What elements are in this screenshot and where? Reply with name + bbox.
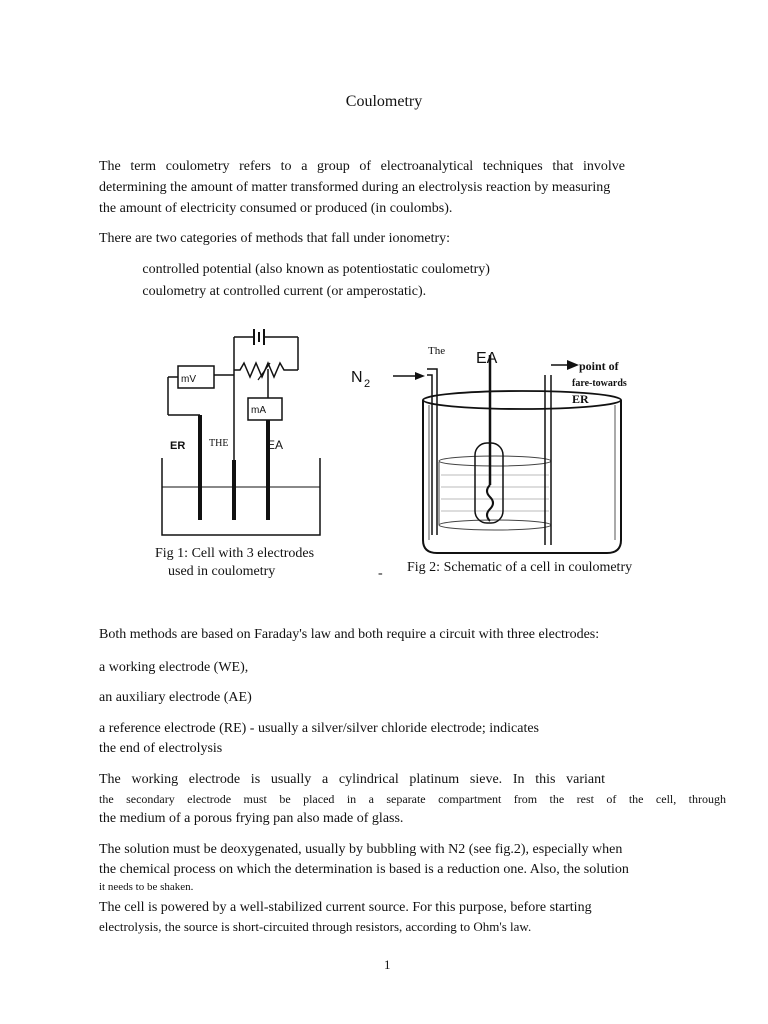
fig2-n2-label: N bbox=[351, 369, 363, 386]
fig2-point-label: point of bbox=[579, 359, 619, 373]
fig1-ma-label: mA bbox=[251, 405, 266, 416]
fig2-er-label: ER bbox=[572, 392, 589, 406]
powered-line-1: The cell is powered by a well-stabilized current source. For this purpose, before starting bbox=[99, 900, 592, 915]
fig2-n2-subscript: 2 bbox=[364, 378, 371, 390]
categories-intro: There are two categories of methods that fall under ionometry: bbox=[99, 231, 451, 246]
bullet-item-2: coulometry at controlled current (or amperostatic). bbox=[128, 284, 412, 299]
solution-line-3: it needs to be shaken. bbox=[99, 881, 194, 893]
solution-line-2: the chemical process on which the determination is based is a reduction one. Also, the solution bbox=[99, 862, 629, 877]
reference-electrode-line-1: a reference electrode (RE) - usually a silver/silver chloride electrode; indicates bbox=[99, 721, 540, 736]
auxiliary-electrode-line: an auxiliary electrode (AE) bbox=[99, 690, 252, 705]
working-electrode-line: a working electrode (WE), bbox=[99, 660, 249, 675]
page-number: 1 bbox=[384, 957, 391, 972]
reference-electrode-line-2: the end of electrolysis bbox=[99, 741, 223, 756]
platinum-line-3: the medium of a porous frying pan also made of glass. bbox=[99, 811, 404, 826]
fig1-circuit-diagram bbox=[150, 325, 330, 545]
intro-line-3: the amount of electricity consumed or produced (in coulombs). bbox=[99, 201, 453, 216]
solution-line-1: The solution must be deoxygenated, usually by bubbling with N2 (see fig.2), especially when bbox=[99, 842, 623, 857]
fig2-cell-schematic bbox=[345, 335, 665, 565]
fig2-ea-label: EA bbox=[476, 350, 498, 367]
fig1-ea-label: EA bbox=[267, 438, 284, 452]
intro-line-2: determining the amount of matter transformed during an electrolysis reaction by measuring bbox=[99, 180, 611, 195]
fig1-the-label: THE bbox=[209, 438, 229, 449]
platinum-line-1: The working electrode is usually a cylindrical platinum sieve. In this variant bbox=[99, 772, 605, 787]
powered-line-2: electrolysis, the source is short-circuited through resistors, according to Ohm's law. bbox=[99, 919, 532, 934]
fig2-dash: - bbox=[378, 566, 383, 581]
fig2-fare-label: fare-towards bbox=[572, 378, 627, 389]
faraday-paragraph: Both methods are based on Faraday's law and both require a circuit with three electrodes: bbox=[99, 627, 600, 642]
intro-line-1: The term coulometry refers to a group of electroanalytical techniques that involve bbox=[99, 159, 625, 174]
fig1-caption-line-1: Fig 1: Cell with 3 electrodes bbox=[155, 546, 315, 561]
fig1-caption-line-2: used in coulometry bbox=[168, 564, 276, 579]
fig2-caption: Fig 2: Schematic of a cell in coulometry bbox=[407, 560, 633, 575]
platinum-line-2: the secondary electrode must be placed in a separate compartment from the rest of the cell, through bbox=[99, 792, 726, 806]
fig1-er-label: ER bbox=[170, 440, 186, 452]
bullet-item-1: controlled potential (also known as potentiostatic coulometry) bbox=[128, 262, 476, 277]
fig1-mv-label: mV bbox=[181, 374, 196, 385]
page-title: Coulometry bbox=[345, 93, 423, 110]
fig2-the-label: The bbox=[428, 345, 446, 357]
